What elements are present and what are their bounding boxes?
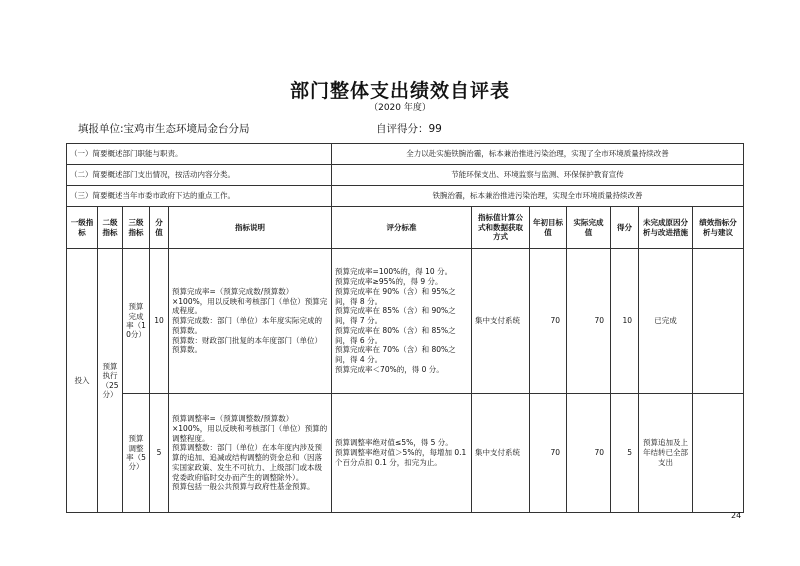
criteria-cell: 预算调整率绝对值≤5%，得 5 分。 预算调整率绝对值＞5%的，每增加 0.1 个百分点扣 0.1 分，扣完为止。: [332, 394, 472, 513]
report-year: （2020 年度）: [369, 103, 431, 113]
self-score: 自评得分：99: [376, 123, 442, 135]
score-cell: 10: [150, 249, 169, 394]
header-row: [67, 207, 744, 249]
description-cell: 预算完成率=（预算完成数/预算数）×100%，用以反映和考核部门（单位）预算完成程度。 预算完成数：部门（单位）本年度实际完成的预算数。 预算数：财政部门批复的本年度部门（单位）预算数。: [169, 249, 332, 394]
intro-row-expenditure: [67, 165, 744, 186]
header-actual: 实际完成值: [567, 207, 611, 249]
got-cell: 5: [611, 394, 639, 513]
header-target: 年初目标值: [530, 207, 567, 249]
header-reason: 未完成原因分析与改进措施: [639, 207, 693, 249]
score-cell: 5: [150, 394, 169, 513]
header-level1: 一级指标: [67, 207, 98, 249]
description-cell: 预算调整率=（预算调整数/预算数）×100%，用以反映和考核部门（单位）预算的调整程度。 预算调整数：部门（单位）在本年度内涉及预算的追加、追减或结构调整的资金总和（因落实国家政策、发生不可抗力、上级部门或本级党委政府临时交办而产生的调整除外）。 预算包括一般公共预算与政府性基金预算。: [169, 394, 332, 513]
target-cell: 70: [530, 394, 567, 513]
intro-question: （一）简要概述部门职能与职责。: [67, 144, 332, 165]
reason-cell: 预算追加及上年结转已全部支出: [639, 394, 693, 513]
header-method: 指标值计算公式和数据获取方式: [472, 207, 530, 249]
level2-cell: 预算执行（25分）: [98, 249, 123, 513]
method-cell: 集中支付系统: [472, 249, 530, 394]
table-row: [67, 394, 744, 513]
got-cell: 10: [611, 249, 639, 394]
header-criteria: 评分标准: [332, 207, 472, 249]
method-cell: 集中支付系统: [472, 394, 530, 513]
suggestion-cell: [693, 249, 744, 394]
level3-cell: 预算完成率（10分）: [123, 249, 150, 394]
intro-answer: 节能环保支出、环境监察与监测、环保保护教育宣传: [332, 165, 744, 186]
header-suggestion: 绩效指标分析与建议: [693, 207, 744, 249]
header-level3: 三级指标: [123, 207, 150, 249]
intro-answer: 全力以赴实施铁腕治霾，标本兼治推进污染治理，实现了全市环境质量持续改善: [332, 144, 744, 165]
level3-cell: 预算调整率（5分）: [123, 394, 150, 513]
intro-question: （三）简要概述当年市委市政府下达的重点工作。: [67, 186, 332, 207]
page-title: 部门整体支出绩效自评表: [289, 80, 510, 102]
table-row: [67, 249, 744, 394]
header-score: 分值: [150, 207, 169, 249]
intro-answer: 铁腕治霾，标本兼治推进污染治理，实现全市环境质量持续改善: [332, 186, 744, 207]
intro-row-key-tasks: [67, 186, 744, 207]
evaluation-table: [66, 143, 744, 513]
header-level2: 二级指标: [98, 207, 123, 249]
suggestion-cell: [693, 394, 744, 513]
actual-cell: 70: [567, 249, 611, 394]
reason-cell: 已完成: [639, 249, 693, 394]
actual-cell: 70: [567, 394, 611, 513]
reporting-unit: 填报单位:宝鸡市生态环境局金台分局: [78, 123, 250, 135]
intro-row-functions: [67, 144, 744, 165]
page-number: 24: [731, 511, 742, 520]
header-got: 得分: [611, 207, 639, 249]
header-description: 指标说明: [169, 207, 332, 249]
target-cell: 70: [530, 249, 567, 394]
criteria-cell: 预算完成率=100%的，得 10 分。 预算完成率≥95%的，得 9 分。 预算完成率在 90%（含）和 95%之间，得 8 分。 预算完成率在 85%（含）和 90%之间，得 7 分。 预算完成率在 80%（含）和 85%之间，得 6 分。 预算完成率在 70%（含）和 80%之间，得 4 分。 预算完成率＜70%的，得 0 分。: [332, 249, 472, 394]
level1-cell: 投入: [67, 249, 98, 513]
intro-question: （二）简要概述部门支出情况，按活动内容分类。: [67, 165, 332, 186]
